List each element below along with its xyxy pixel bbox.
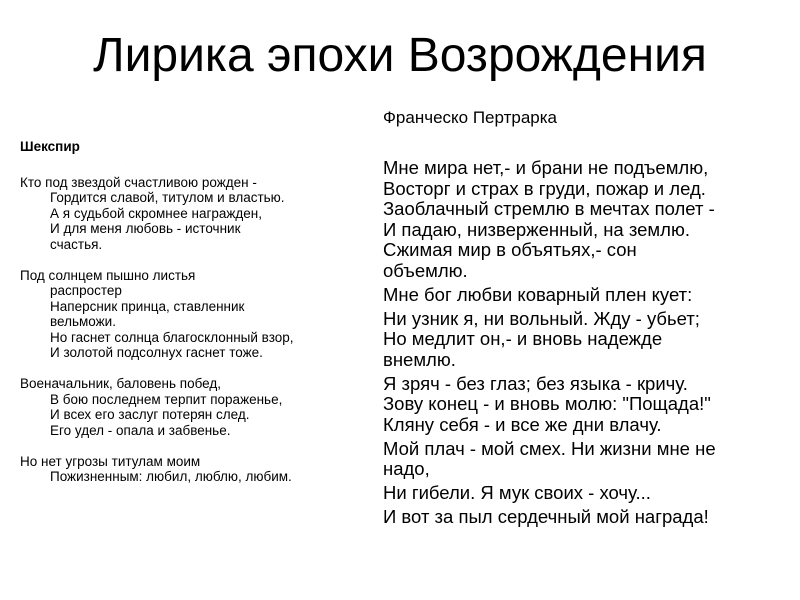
poem-line: Заоблачный стремлю в мечтах полет - [383,198,715,219]
poem-paragraph [383,285,795,306]
poem-line: Мне мира нет,- и брани не подъемлю, [383,157,709,178]
poem-line: Зову конец - и вновь молю: "Пощада!" [383,393,711,414]
poem-line: Сжимая мир в объятьях,- сон [383,239,637,260]
poem-line: И вот за пыл сердечный мой награда! [383,506,709,527]
poem-paragraph [383,483,795,504]
poem-line: Но медлит он,- и вновь надежде [383,328,663,349]
poem-paragraph [383,439,795,480]
poem-line: Его удел - опала и забвенье. [50,422,231,438]
poem-line: Кляну себя - и все же дни влачу. [383,413,662,435]
poem-line: Под солнцем пышно листья [20,267,196,283]
poem-line: И всех его заслуг потерян след. [50,407,250,422]
poem-line: Пожизненным: любил, люблю, любим. [50,469,292,484]
poem-line: И для меня любовь - источник [50,221,241,236]
poem-line: Наперсник принца, ставленник [50,298,245,314]
stanza [20,376,380,438]
poem-line: Ни гибели. Я мук своих - хочу... [383,482,651,503]
poem-line: надо, [383,458,430,479]
poem-line: вельможи. [50,314,116,329]
poem-paragraph [383,507,795,528]
poem-line: Восторг и страх в груди, пожар и лед. [383,177,706,199]
poem-line: Мне бог любви коварный плен кует: [383,283,693,305]
poem-line: Военачальник, баловень побед, [20,376,222,391]
poem-paragraph [383,374,795,436]
poem-line: Мой плач - мой смех. Ни жизни мне не [383,437,716,459]
slide-title: Лирика эпохи Возрождения [93,29,707,82]
shakespeare-author: Шекспир [20,139,80,154]
poem-line: И падаю, низверженный, на землю. [383,218,690,240]
poem-line: А я судьбой скромнее награжден, [50,205,263,221]
poem-paragraph [383,309,795,371]
poem-line: Кто под звездой счастливою рожден - [20,174,257,190]
shakespeare-poem [20,175,380,485]
poem-line: Я зряч - без глаз; без языка - кричу. [383,372,688,394]
poem-line: Гордится славой, титулом и властью. [50,190,285,205]
poem-line: внемлю. [383,348,456,370]
poem-line: Ни узник я, ни вольный. Жду - убьет; [383,307,700,329]
petrarca-poem [383,158,795,528]
poem-line: Но нет угрозы титулам моим [20,453,201,469]
stanza [20,175,380,253]
poem-paragraph [383,158,795,281]
stanza [20,454,380,485]
poem-line: Но гаснет солнца благосклонный взор, [50,329,294,345]
stanza [20,268,380,361]
shakespeare-column [20,139,380,485]
poem-line: счастья. [50,236,103,252]
poem-line: И золотой подсолнух гаснет тоже. [50,345,263,360]
poem-line: объемлю. [383,259,468,281]
poem-line: В бою последнем терпит пораженье, [50,391,283,407]
poem-line: распростер [50,283,122,298]
petrarca-column [383,107,795,531]
petrarca-author: Франческо Пертрарка [383,108,558,127]
